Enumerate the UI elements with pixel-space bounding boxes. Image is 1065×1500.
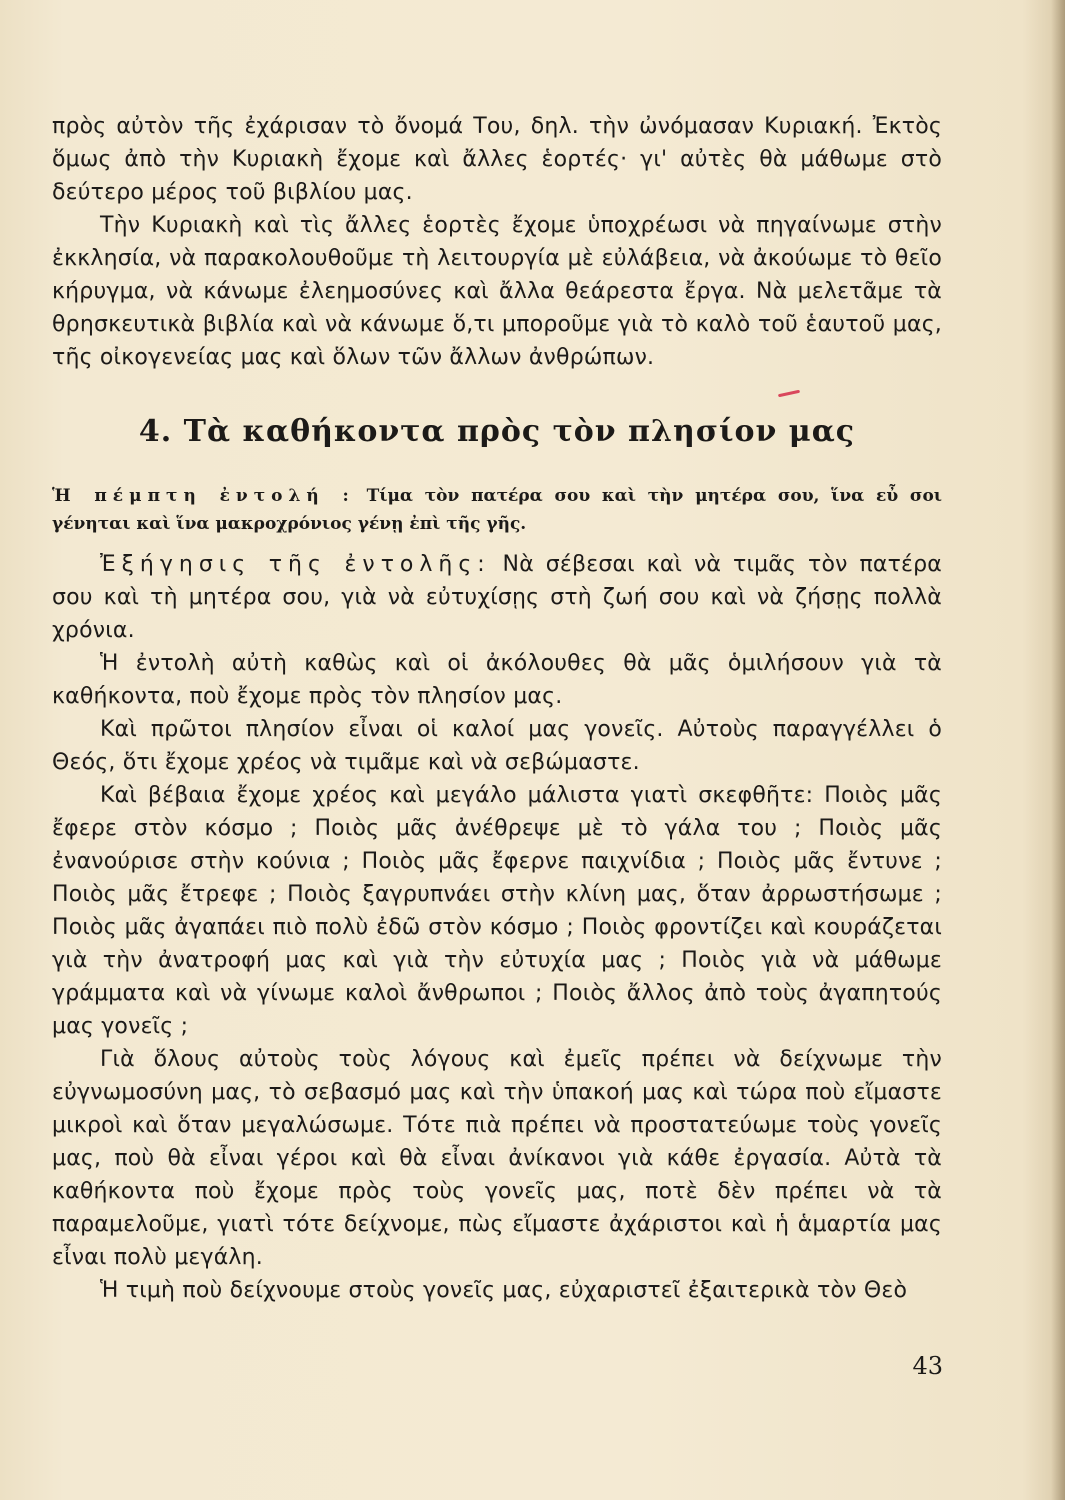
paragraph-4: Γιὰ ὅλους αὐτοὺς τοὺς λόγους καὶ ἐμεῖς πρέπει νὰ δείχνωμε τὴν εὐγνωμοσύνη μας, τὸ σεβασμό μας καὶ τὴν ὑπακοή μας καὶ τώρα ποὺ εἴμαστε μικροὶ καὶ ὅταν μεγαλώσωμε. Τότε πιὰ πρέπει νὰ προστατεύωμε τοὺς γονεῖς μας, ποὺ θὰ εἶναι γέροι καὶ θὰ εἶναι ἀνίκανοι γιὰ κάθε ἐργασία. Αὐτὰ τὰ καθήκοντα ποὺ ἔχομε πρὸς τοὺς γονεῖς μας, ποτὲ δὲν πρέπει νὰ τὰ παραμελοῦμε, γιατὶ τότε δείχνομε, πὼς εἴμαστε ἀχάριστοι καὶ ἡ ἁμαρτία μας εἶναι πολὺ μεγάλη. (52, 1047, 942, 1270)
paragraph-intro-2: Τὴν Κυριακὴ καὶ τὶς ἄλλες ἑορτὲς ἔχομε ὑποχρέωσι νὰ πηγαίνωμε στὴν ἐκκλησία, νὰ παρακολουθοῦμε τὴ λειτουργία μὲ εὐλάβεια, νὰ ἀκούωμε τὸ θεῖο κήρυγμα, νὰ κάνωμε ἐλεημοσύνες καὶ ἄλλα θεάρεστα ἔργα. Νὰ μελετᾶμε τὰ θρησκευτικὰ βιβλία καὶ νὰ κάνωμε ὅ,τι μποροῦμε γιὰ τὸ καλὸ τοῦ ἑαυτοῦ μας, τῆς οἰκογενείας μας καὶ ὅλων τῶν ἄλλων ἀνθρώπων. (52, 213, 942, 370)
explanation-label: Ἐξήγησις τῆς ἐντολῆς: (100, 552, 491, 577)
page-body (52, 110, 942, 1307)
commandment-label: Ἡ πέμπτη ἐντολή : (52, 486, 355, 506)
binding-shadow (1051, 0, 1065, 1500)
paragraph-5: Ἡ τιμὴ ποὺ δείχνουμε στοὺς γονεῖς μας, εὐχαριστεῖ ἐξαιτερικὰ τὸν Θεὸ (100, 1278, 908, 1303)
page-number: 43 (912, 1352, 943, 1380)
explanation (52, 548, 942, 647)
commandment-text: Τίμα τὸν πατέρα σου καὶ τὴν μητέρα σου, ἵνα εὖ σοι γένηται καὶ ἵνα μακροχρόνιος γένῃ ἐπὶ τῆς γῆς. (52, 486, 943, 534)
section-title: 4. Τὰ καθήκοντα πρὸς τὸν πλησίον μας (138, 414, 856, 449)
commandment (52, 482, 942, 538)
paragraph-3: Καὶ βέβαια ἔχομε χρέος καὶ μεγάλο μάλιστα γιατὶ σκεφθῆτε: Ποιὸς μᾶς ἔφερε στὸν κόσμο ; Ποιὸς μᾶς ἀνέθρεψε μὲ τὸ γάλα του ; Ποιὸς μᾶς ἐνανούρισε στὴν κούνια ; Ποιὸς μᾶς ἔφερνε παιχνίδια ; Ποιὸς μᾶς ἔντυνε ; Ποιὸς μᾶς ἔτρεφε ; Ποιὸς ξαγρυπνάει στὴν κλίνη μας, ὅταν ἀρρωστήσωμε ; Ποιὸς μᾶς ἀγαπάει πιὸ πολὺ ἐδῶ στὸν κόσμο ; Ποιὸς φροντίζει καὶ κουράζεται γιὰ τὴν ἀνατροφή μας καὶ γιὰ τὴν εὐτυχία μας ; Ποιὸς γιὰ νὰ μάθωμε γράμματα καὶ νὰ γίνωμε καλοὶ ἄνθρωποι ; Ποιὸς ἄλλος ἀπὸ τοὺς ἀγαπητούς μας γονεῖς ; (52, 783, 942, 1039)
explanation-text: Νὰ σέβεσαι καὶ νὰ τιμᾶς τὸν πατέρα σου καὶ τὴ μητέρα σου, γιὰ νὰ εὐτυχίσῃς στὴ ζωή σου καὶ νὰ ζήσῃς πολλὰ χρόνια. (52, 552, 942, 643)
paragraph-2: Καὶ πρῶτοι πλησίον εἶναι οἱ καλοί μας γονεῖς. Αὐτοὺς παραγγέλλει ὁ Θεός, ὅτι ἔχομε χρέος νὰ τιμᾶμε καὶ νὰ σεβώμαστε. (52, 717, 942, 775)
paragraph-intro-1: πρὸς αὐτὸν τῆς ἐχάρισαν τὸ ὄνομά Του, δηλ. τὴν ὠνόμασαν Κυριακή. Ἐκτὸς ὅμως ἀπὸ τὴν Κυριακὴ ἔχομε καὶ ἄλλες ἑορτές· γι' αὐτὲς θὰ μάθωμε στὸ δεύτερο μέρος τοῦ βιβλίου μας. (52, 114, 942, 205)
paragraph-1: Ἡ ἐντολὴ αὐτὴ καθὼς καὶ οἱ ἀκόλουθες θὰ μᾶς ὁμιλήσουν γιὰ τὰ καθήκοντα, ποὺ ἔχομε πρὸς τὸν πλησίον μας. (52, 651, 942, 709)
